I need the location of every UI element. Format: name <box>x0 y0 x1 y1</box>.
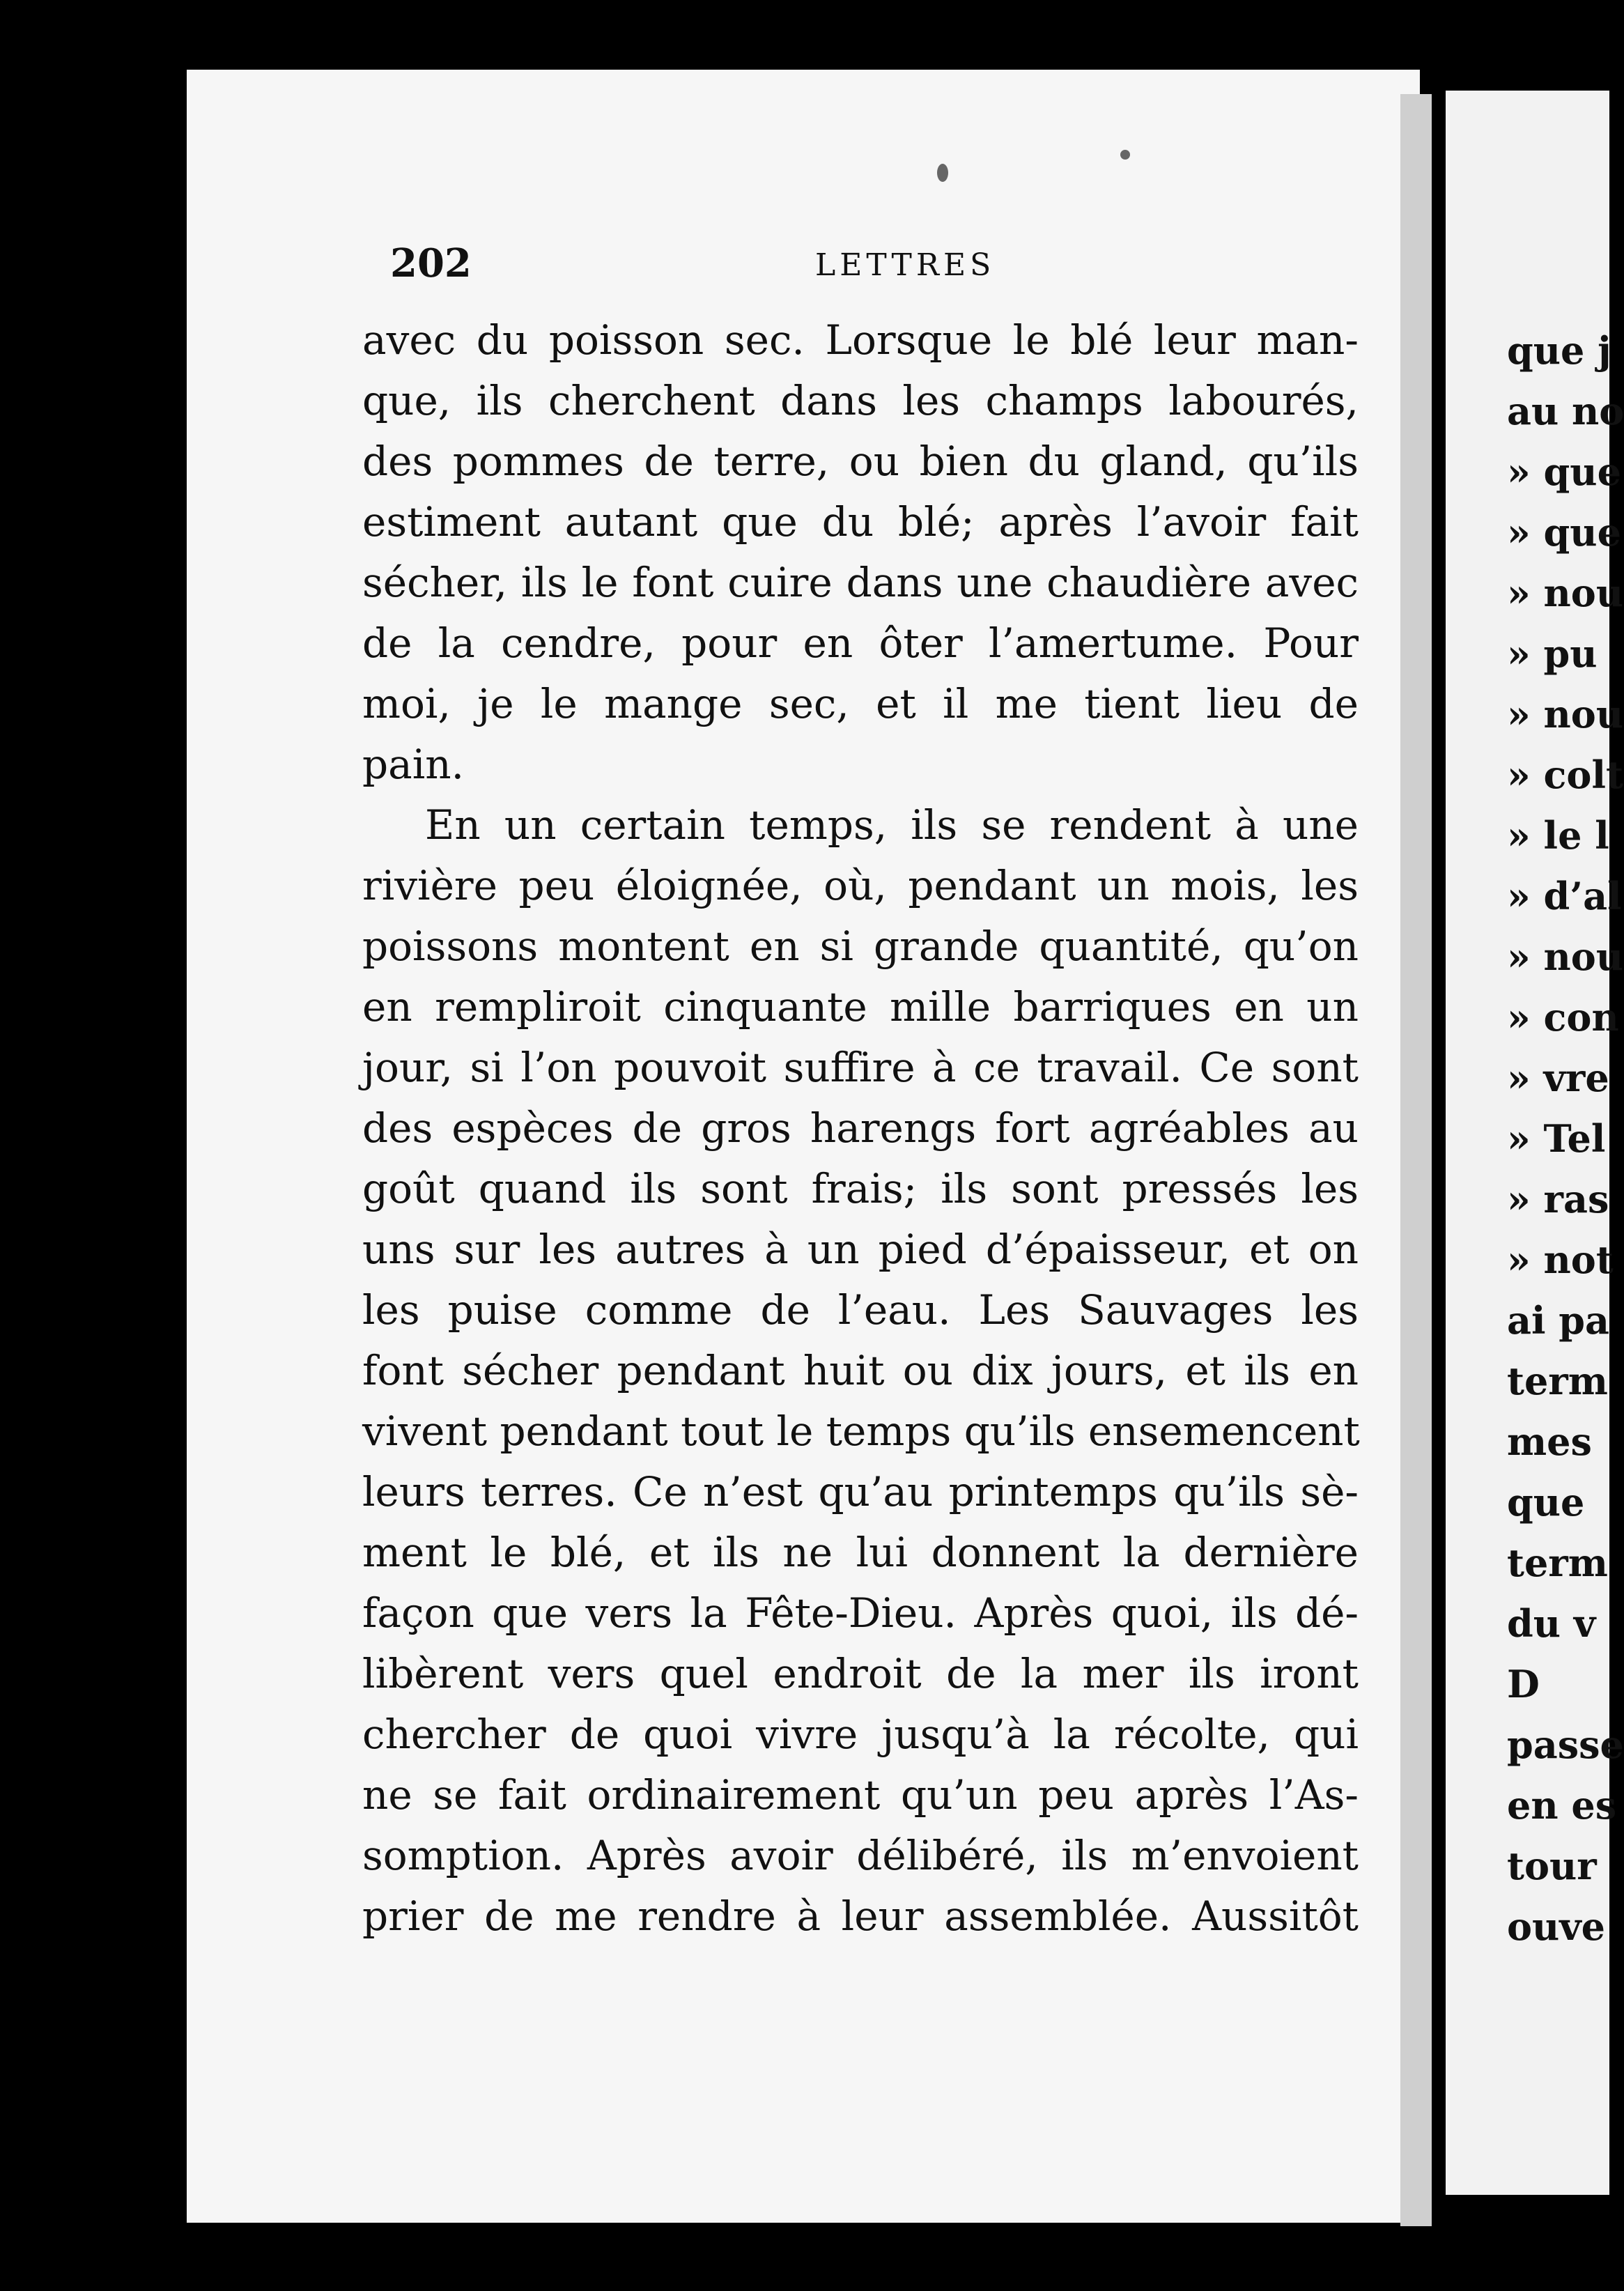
running-head: LETTRES <box>815 247 996 283</box>
facing-text-line: term <box>1507 1541 1608 1585</box>
text-line: des pommes de terre, ou bien du gland, qu’ils <box>362 438 1359 485</box>
facing-page-text <box>1507 321 1624 1957</box>
text-line: jour, si l’on pouvoit suffire à ce travail. Ce sont <box>362 1044 1359 1091</box>
text-line: En un certain temps, ils se rendent à une <box>425 801 1359 849</box>
facing-text-line: » colt <box>1507 753 1623 797</box>
facing-page <box>1446 91 1624 2195</box>
facing-text-line: au no <box>1507 389 1624 433</box>
facing-text-line: D <box>1507 1662 1540 1706</box>
facing-text-line: » con <box>1507 995 1619 1040</box>
text-line: leurs terres. Ce n’est qu’au printemps qu’ils sè- <box>362 1468 1359 1515</box>
facing-text-line: » Tel <box>1507 1116 1606 1161</box>
text-line: pain. <box>362 741 465 788</box>
text-line: uns sur les autres à un pied d’épaisseur, et on <box>362 1226 1359 1273</box>
text-line: font sécher pendant huit ou dix jours, et ils en <box>362 1347 1359 1394</box>
text-line: des espèces de gros harengs fort agréables au <box>362 1104 1359 1152</box>
text-line: de la cendre, pour en ôter l’amertume. Pour <box>362 619 1359 667</box>
facing-text-line: » nou <box>1507 571 1624 615</box>
text-line: ne se fait ordinairement qu’un peu après l’As- <box>362 1771 1359 1819</box>
text-line: ment le blé, et ils ne lui donnent la dernière <box>362 1529 1359 1576</box>
facing-text-line: » vre <box>1507 1056 1609 1100</box>
facing-text-line: tour <box>1507 1844 1597 1888</box>
facing-text-line: » ras <box>1507 1177 1609 1221</box>
text-line: moi, je le mange sec, et il me tient lieu de <box>362 680 1359 727</box>
facing-text-line: term <box>1507 1359 1608 1403</box>
text-line: sécher, ils le font cuire dans une chaudière avec <box>362 559 1359 606</box>
text-line: goût quand ils sont frais; ils sont pressés les <box>362 1165 1359 1212</box>
ink-speck <box>1120 150 1130 160</box>
facing-text-line: » nou <box>1507 692 1624 736</box>
facing-text-line: » not <box>1507 1237 1614 1282</box>
text-line: poissons montent en si grande quantité, qu’on <box>362 923 1359 970</box>
text-line: rivière peu éloignée, où, pendant un mois, les <box>362 862 1359 909</box>
text-line: façon que vers la Fête-Dieu. Après quoi, ils dé- <box>362 1589 1359 1637</box>
text-line: avec du poisson sec. Lorsque le blé leur man- <box>362 316 1359 364</box>
text-line: estiment autant que du blé; après l’avoir fait <box>362 498 1359 546</box>
text-line: prier de me rendre à leur assemblée. Aussitôt <box>362 1892 1359 1940</box>
facing-text-line: que <box>1507 1480 1585 1525</box>
facing-text-line: » d’al <box>1507 874 1622 918</box>
text-line: en rempliroit cinquante mille barriques en un <box>362 983 1359 1031</box>
facing-text-line: » le l <box>1507 813 1609 858</box>
text-line: chercher de quoi vivre jusqu’à la récolte, qui <box>362 1711 1359 1758</box>
text-line: libèrent vers quel endroit de la mer ils iront <box>362 1650 1359 1697</box>
facing-text-line: » que <box>1507 449 1621 494</box>
text-line: somption. Après avoir délibéré, ils m’envoient <box>362 1832 1359 1879</box>
facing-text-line: mes <box>1507 1419 1592 1464</box>
body-text <box>362 310 1359 1947</box>
facing-text-line: du v <box>1507 1601 1596 1646</box>
facing-text-line: ouve <box>1507 1904 1606 1949</box>
facing-text-line: » pu <box>1507 631 1598 676</box>
facing-text-line: ai pa <box>1507 1298 1610 1343</box>
facing-text-line: en es <box>1507 1783 1617 1828</box>
text-line: que, ils cherchent dans les champs labourés, <box>362 377 1359 424</box>
facing-text-line: » que <box>1507 510 1621 555</box>
page-gutter-shadow <box>1400 94 1432 2226</box>
facing-text-line: passe <box>1507 1722 1624 1767</box>
ink-speck <box>937 164 948 182</box>
text-line: vivent pendant tout le temps qu’ils ensemencent <box>362 1407 1360 1455</box>
page-header <box>390 240 1379 317</box>
text-line: les puise comme de l’eau. Les Sauvages les <box>362 1286 1359 1334</box>
page-number: 202 <box>390 240 472 286</box>
facing-text-line: » nou <box>1507 934 1624 979</box>
facing-text-line: que j <box>1507 328 1611 373</box>
